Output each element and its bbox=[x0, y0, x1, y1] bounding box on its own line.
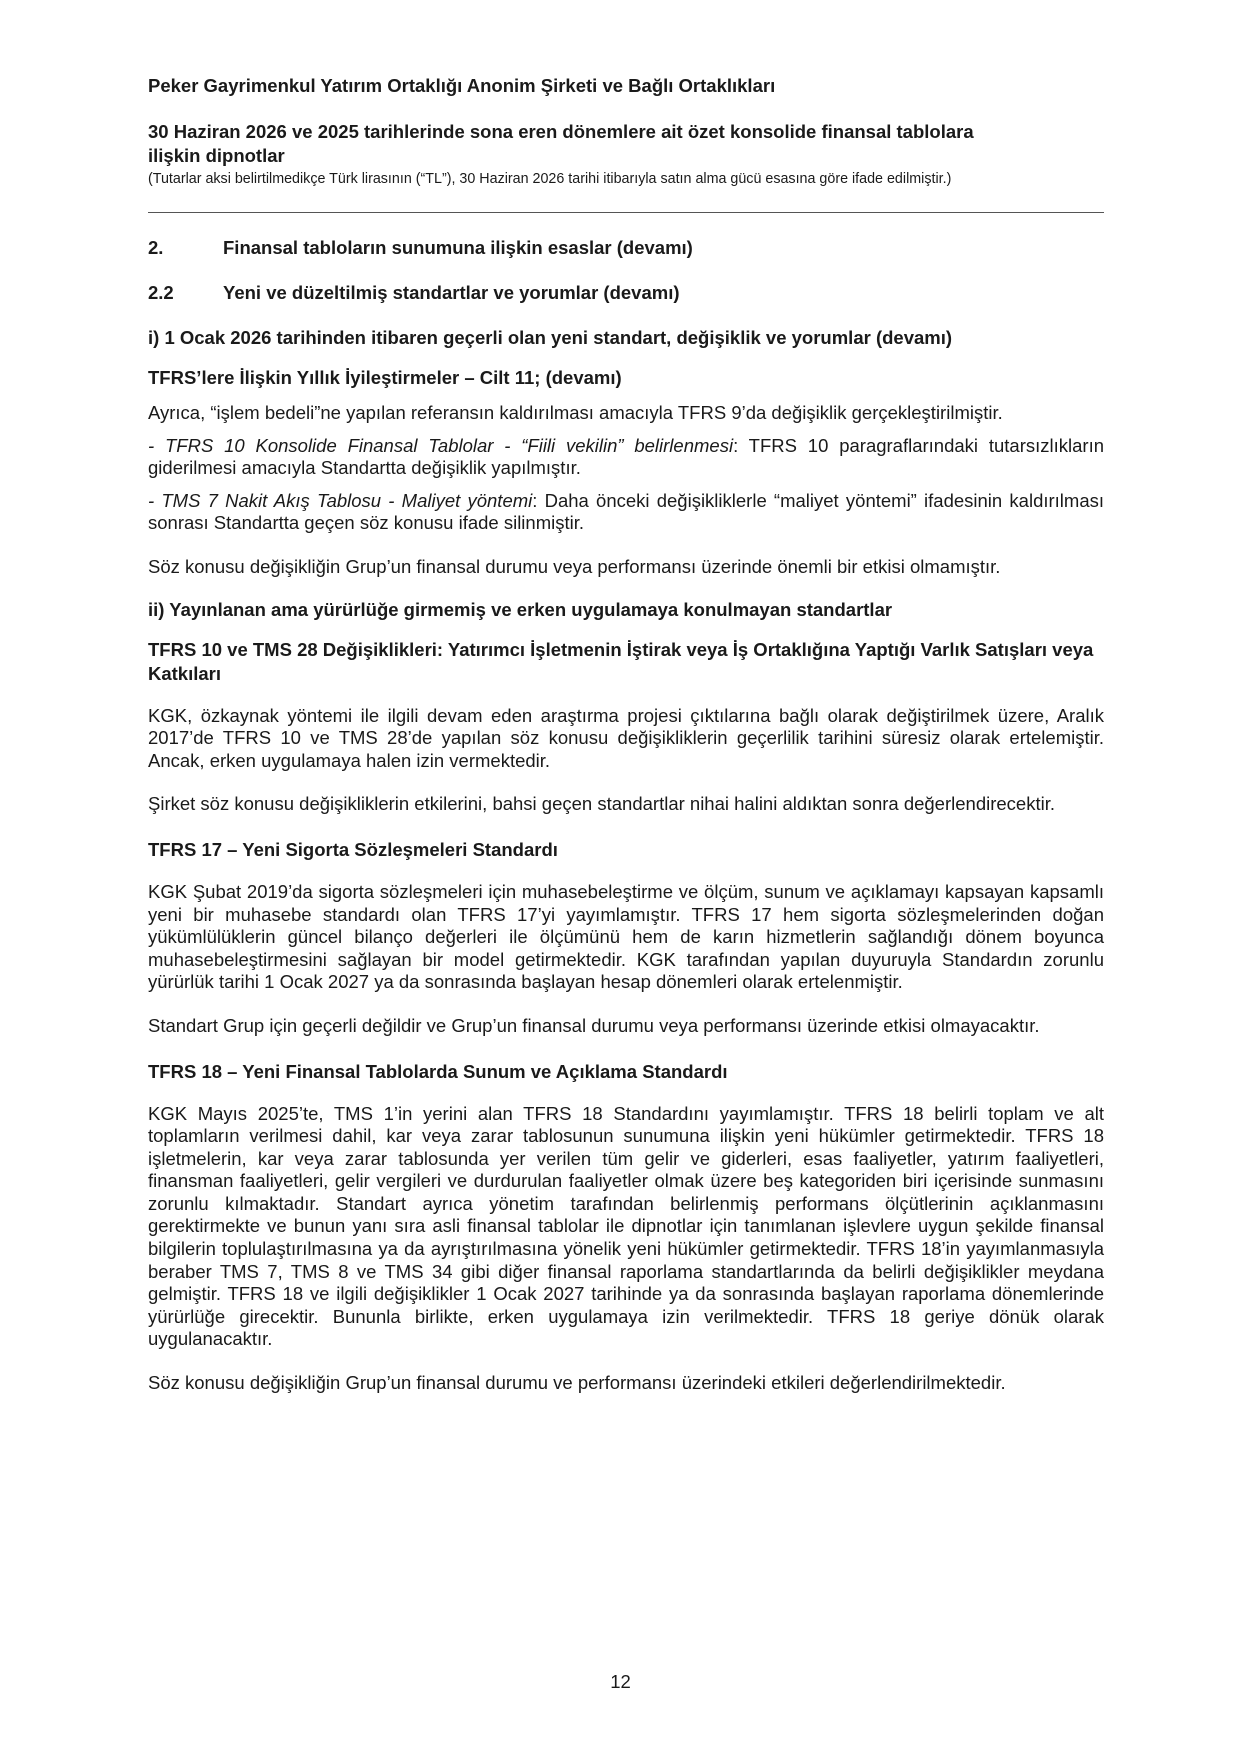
section-number: 2. bbox=[148, 237, 164, 258]
tms7-amendment-label: - TMS 7 Nakit Akış Tablosu - Maliyet yöntemi bbox=[148, 489, 533, 511]
annual-improvements-paragraph-2: Söz konusu değişikliğin Grup’un finansal durumu veya performansı üzerinde önemli bir etkisi olmamıştır. bbox=[148, 555, 1001, 577]
tfrs17-heading: TFRS 17 – Yeni Sigorta Sözleşmeleri Standardı bbox=[148, 838, 558, 860]
tms7-amendment-text: : Daha önceki değişikliklerle “maliyet yöntemi” ifadesinin kaldırılması sonrası Standartta geçen söz konusu ifade silinmiştir. bbox=[148, 489, 1104, 534]
period-title-line1: 30 Haziran 2026 ve 2025 tarihlerinde sona eren dönemlere ait özet konsolide finansal tablolara bbox=[148, 121, 974, 142]
currency-note: (Tutarlar aksi belirtilmedikçe Türk lirasının (“TL”), 30 Haziran 2026 tarihi itibarıyla satın alma gücü esasına göre ifade edilmiştir.) bbox=[148, 171, 952, 187]
page-content bbox=[148, 236, 1104, 1395]
tfrs17-paragraph-2: Standart Grup için geçerli değildir ve Grup’un finansal durumu veya performansı üzerinde etkisi olmayacaktır. bbox=[148, 1014, 1040, 1036]
period-title-line2: ilişkin dipnotlar bbox=[148, 145, 285, 166]
page-header bbox=[148, 74, 1108, 189]
subsection-heading bbox=[148, 281, 1104, 305]
tfrs10-amendment-item bbox=[148, 435, 1104, 480]
tfrs10-amendment-label: - TFRS 10 Konsolide Finansal Tablolar - “Fiili vekilin” belirlenmesi bbox=[148, 434, 734, 456]
tms7-amendment-item bbox=[148, 490, 1104, 535]
tfrs10-amendment-text: : TFRS 10 paragraflarındaki tutarsızlıkların giderilmesi amacıyla Standartta değişiklik yapılmıştır. bbox=[148, 434, 1104, 479]
annual-improvements-heading: TFRS’lere İlişkin Yıllık İyileştirmeler – Cilt 11; (devamı) bbox=[148, 367, 622, 388]
section-title: Finansal tabloların sunumuna ilişkin esaslar (devamı) bbox=[223, 237, 693, 258]
tfrs18-paragraph-2: Söz konusu değişikliğin Grup’un finansal durumu ve performansı üzerindeki etkileri değerlendirilmektedir. bbox=[148, 1372, 1006, 1394]
section-heading bbox=[148, 236, 1104, 260]
page-number: 12 bbox=[610, 1671, 631, 1692]
subsection-number: 2.2 bbox=[148, 282, 174, 303]
annual-improvements-paragraph-1: Ayrıca, “işlem bedeli”ne yapılan referansın kaldırılması amacıyla TFRS 9’da değişiklik gerçekleştirilmiştir. bbox=[148, 402, 1003, 423]
part-ii-heading: ii) Yayınlanan ama yürürlüğe girmemiş ve erken uygulamaya konulmayan standartlar bbox=[148, 598, 893, 620]
tfrs18-heading: TFRS 18 – Yeni Finansal Tablolarda Sunum ve Açıklama Standardı bbox=[148, 1060, 728, 1082]
tfrs18-paragraph-1: KGK Mayıs 2025’te, TMS 1’in yerini alan TFRS 18 Standardını yayımlamıştır. TFRS 18 belirli toplam ve alt toplamların verilmesi dahil, kar veya zarar tablosunun sunumuna ilişkin yeni hükümler getirmektedir. TFRS 18 işletmelerin, kar veya zarar tablosunda yer verilen tüm gelir ve giderleri, esas faaliyetler, yatırım faaliyetleri, finansman faaliyetleri, gelir vergileri ve durdurulan faaliyetler olmak üzere beş kategoriden biri içerisinde sunmasını zorunlu kılmaktadır. Standart ayrıca yönetim tarafından belirlenmiş performans ölçütlerinin açıklanmasını gerektirmekte ve bunun yanı sıra asli finansal tablolar ile dipnotlar için tanımlanan işlevlere uygun şekilde finansal bilgilerin toplulaştırılmasına ya da ayrıştırılmasına yönelik yeni hükümler getirmektedir. TFRS 18’in yayımlanmasıyla beraber TMS 7, TMS 8 ve TMS 34 gibi diğer finansal raporlama standartlarında da belirli değişiklikler meydana gelmiştir. TFRS 18 ve ilgili değişiklikler 1 Ocak 2027 tarihinde ya da sonrasında başlayan raporlama dönemlerinde yürürlüğe girecektir. Bununla birlikte, erken uygulamaya izin verilmektedir. TFRS 18 geriye dönük olarak uygulanacaktır. bbox=[148, 1102, 1104, 1350]
part-i-heading: i) 1 Ocak 2026 tarihinden itibaren geçerli olan yeni standart, değişiklik ve yorumlar (devamı) bbox=[148, 327, 953, 348]
tfrs10-tms28-paragraph-2: Şirket söz konusu değişikliklerin etkilerini, bahsi geçen standartlar nihai halini aldıktan sonra değerlendirecektir. bbox=[148, 793, 1055, 815]
header-divider bbox=[148, 212, 1104, 213]
tfrs10-tms28-heading: TFRS 10 ve TMS 28 Değişiklikleri: Yatırımcı İşletmenin İştirak veya İş Ortaklığına Yaptığı Varlık Satışları veya Katkıları bbox=[148, 638, 1094, 684]
tfrs10-tms28-paragraph-1: KGK, özkaynak yöntemi ile ilgili devam eden araştırma projesi çıktılarına bağlı olarak değiştirilmek üzere, Aralık 2017’de TFRS 10 ve TMS 28’de yapılan söz konusu değişikliklerin geçerlilik tarihini süresiz olarak ertelemiştir. Ancak, erken uygulamaya halen izin vermektedir. bbox=[148, 704, 1104, 771]
tfrs17-paragraph-1: KGK Şubat 2019’da sigorta sözleşmeleri için muhasebeleştirme ve ölçüm, sunum ve açıklamayı kapsayan kapsamlı yeni bir muhasebe standardı olan TFRS 17’yi yayımlamıştır. TFRS 17 hem sigorta sözleşmelerinden doğan yükümlülüklerin güncel bilanço değerleri ile ölçümünü hem de karın hizmetlerin sağlandığı dönem boyunca muhasebeleştirmesini sağlayan bir model getirmektedir. KGK tarafından yapılan duyuruyla Standardın zorunlu yürürlük tarihi 1 Ocak 2027 ya da sonrasında başlayan hesap dönemleri olarak ertelenmiştir. bbox=[148, 880, 1104, 993]
subsection-title: Yeni ve düzeltilmiş standartlar ve yorumlar (devamı) bbox=[223, 282, 680, 303]
company-name: Peker Gayrimenkul Yatırım Ortaklığı Anonim Şirketi ve Bağlı Ortaklıkları bbox=[148, 75, 776, 96]
